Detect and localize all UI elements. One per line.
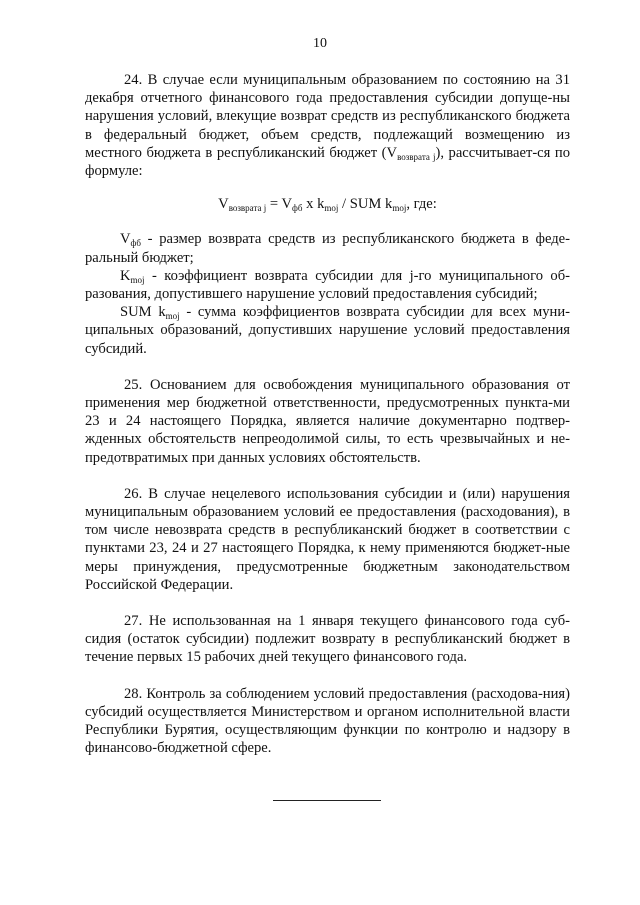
formula-fb-sub: фб xyxy=(292,203,303,214)
def-symbol: K xyxy=(120,267,131,284)
def-text: - размер возврата средств из республиканского бюджета в феде-ральный бюджет; xyxy=(85,231,570,266)
paragraph-24 xyxy=(85,71,570,180)
page-number: 10 xyxy=(313,36,327,51)
paragraph-25: 25. Основанием для освобождения муниципального образования от применения мер бюджетной ответственности, предусмотренных пункта-ми 23 и 24 настоящего Порядка, является наличие документарно подтвер-жденных обстоятельств непреодолимой силы, то есть чрезвычайных и не-предотвратимых при данных условиях обстоятельств. xyxy=(85,376,570,466)
p24-text-a: 24. В случае если муниципальным образованием по состоянию на 31 декабря отчетного финансового года предоставления субсидии допуще-ны нарушения условий, влекущие возврат средств из республиканского бюджета в федеральный бюджет, объем средств, подлежащий возмещению из местного бюджета в республиканский бюджет (V xyxy=(85,72,570,161)
def-symbol: SUM k xyxy=(120,304,166,321)
def-subscript: moj xyxy=(165,311,180,322)
paragraph-28: 28. Контроль за соблюдением условий предоставления (расходова-ния) субсидий осуществляется Министерством и органом исполнительной власти Республики Бурятия, осуществляющим функции по контролю и надзору в финансово-бюджетной сфере. xyxy=(85,685,570,757)
formula-moj-sub-2: moj xyxy=(392,203,407,214)
p24-subscript: возврата j xyxy=(397,151,436,162)
definition-v-fb xyxy=(85,230,570,266)
p24-text-b: ), рассчитывает-ся по формуле: xyxy=(85,144,570,180)
formula-x: x k xyxy=(302,196,325,213)
formula-moj-sub: moj xyxy=(324,203,339,214)
def-text: - коэффициент возврата субсидии для j-го муниципального об-разования, допустившего нарушение условий предоставления субсидий; xyxy=(85,267,570,303)
formula-tail: , где: xyxy=(406,196,437,213)
formula-eq: = V xyxy=(266,196,293,213)
end-divider-line xyxy=(273,800,381,801)
formula-sum: / SUM k xyxy=(338,196,393,213)
def-subscript: moj xyxy=(130,274,145,285)
document-body xyxy=(85,71,570,758)
formula-v-sub: возврата j xyxy=(228,203,267,214)
definition-sum-k-moj xyxy=(85,303,570,358)
def-symbol: V xyxy=(120,231,131,248)
def-subscript: фб xyxy=(130,238,141,249)
paragraph-26: 26. В случае нецелевого использования субсидии и (или) нарушения муниципальным образованием условий ее предоставления (расходования), в том числе невозврата средств в республиканский бюджет в соответствии с пунктами 23, 24 и 27 настоящего Порядка, к нему применяются бюджет-ные меры принуждения, предусмотренные бюджетным законодательством Российской Федерации. xyxy=(85,485,570,593)
definition-k-moj xyxy=(85,267,570,303)
def-text: - сумма коэффициентов возврата субсидии для всех муни-ципальных образований, допустивших нарушение условий предоставления субсидий. xyxy=(85,304,570,357)
formula-v: V xyxy=(218,196,229,213)
paragraph-27: 27. Не использованная на 1 января текущего финансового года суб-сидия (остаток субсидии) подлежит возврату в республиканский бюджет в течение первых 15 рабочих дней текущего финансового года. xyxy=(85,613,570,666)
formula xyxy=(85,195,570,213)
